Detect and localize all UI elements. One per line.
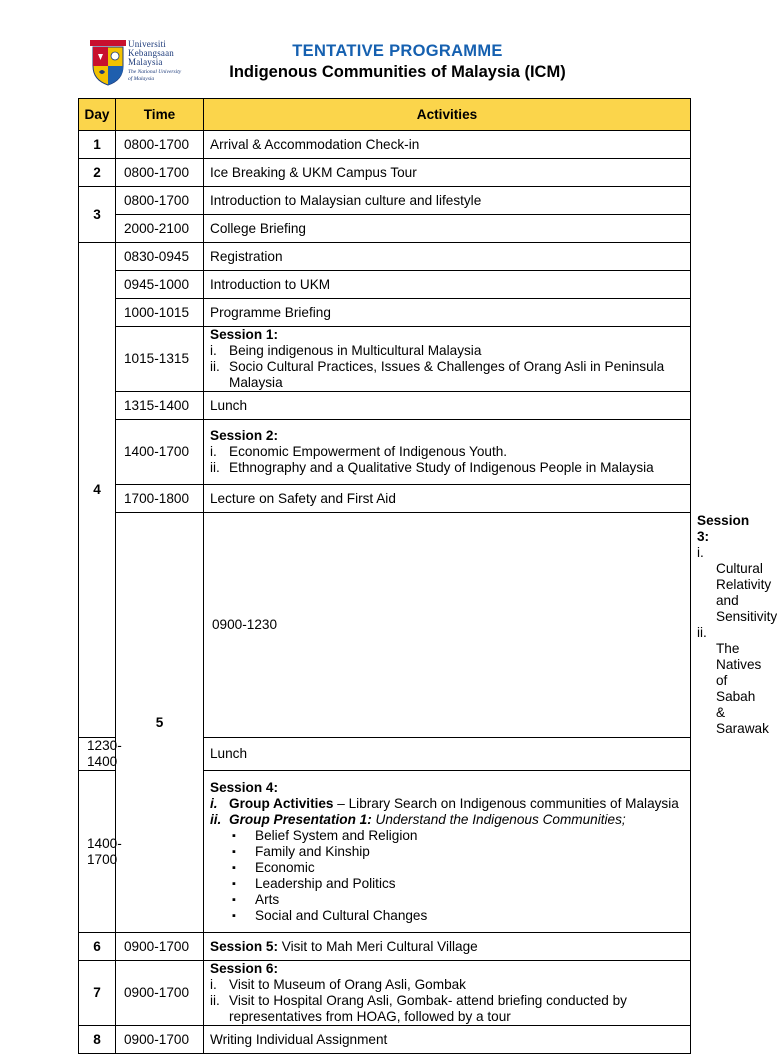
session-title: Session 5: — [210, 938, 278, 954]
activity-cell: Arrival & Accommodation Check-in — [204, 131, 691, 159]
table-row — [79, 420, 691, 485]
session-title: Session 6: — [210, 961, 278, 976]
list-item: ii. Socio Cultural Practices, Issues & Challenges of Orang Asli in Peninsula Malaysia — [210, 359, 665, 390]
table-row — [79, 327, 691, 392]
day-cell: 6 — [79, 933, 116, 961]
bullet-item: ▪ Family and Kinship — [210, 844, 690, 860]
university-crest-icon — [90, 40, 126, 86]
day-cell: 3 — [79, 187, 116, 243]
activity-cell: Introduction to Malaysian culture and lifestyle — [204, 187, 691, 215]
time-cell: 1700-1800 — [116, 485, 204, 513]
table-row — [79, 187, 691, 215]
logo-tagline: The National University of Malaysia — [128, 69, 182, 82]
session-title: Session 1: — [210, 327, 278, 342]
table-row — [79, 215, 691, 243]
time-cell: 1015-1315 — [116, 327, 204, 392]
list-item: i.Cultural Relativity and Sensitivity — [697, 545, 777, 624]
programme-table — [78, 98, 777, 1054]
time-cell: 1315-1400 — [116, 392, 204, 420]
activity-cell: Lecture on Safety and First Aid — [204, 485, 691, 513]
day-cell: 2 — [79, 159, 116, 187]
bullet-item: ▪ Leadership and Politics — [210, 876, 690, 892]
time-cell: 0800-1700 — [116, 131, 204, 159]
table-row — [79, 159, 691, 187]
table-row — [79, 299, 691, 327]
day-cell: 4 — [79, 243, 116, 738]
time-cell: 0800-1700 — [116, 159, 204, 187]
table-row — [79, 243, 691, 271]
activity-cell: Ice Breaking & UKM Campus Tour — [204, 159, 691, 187]
table-row — [79, 1026, 691, 1054]
activity-cell: Writing Individual Assignment — [204, 1026, 691, 1054]
list-item: i. Being indigenous in Multicultural Malaysia — [210, 343, 482, 358]
activity-cell: Programme Briefing — [204, 299, 691, 327]
time-cell: 0800-1700 — [116, 187, 204, 215]
column-header-activities: Activities — [204, 99, 691, 131]
session-title: Session 4: — [210, 779, 278, 795]
table-header-row — [79, 99, 691, 131]
table-row — [79, 271, 691, 299]
activity-cell: Introduction to UKM — [204, 271, 691, 299]
table-row — [79, 933, 691, 961]
time-cell: 1000-1015 — [116, 299, 204, 327]
time-cell: 1230-1400 — [79, 738, 116, 771]
time-cell: 1400-1700 — [116, 420, 204, 485]
time-cell: 0900-1230 — [204, 513, 691, 738]
bullet-item: ▪ Arts — [210, 892, 690, 908]
list-item: ii.The Natives of Sabah & Sarawak — [697, 625, 769, 736]
university-logo — [90, 40, 200, 90]
day-cell: 7 — [79, 961, 116, 1026]
activity-cell — [204, 961, 691, 1026]
time-cell: 1400-1700 — [79, 771, 116, 933]
column-header-day: Day — [79, 99, 116, 131]
logo-wordmark: Universiti Kebangsaan Malaysia — [128, 39, 174, 67]
time-cell: 2000-2100 — [116, 215, 204, 243]
activity-cell — [204, 771, 691, 933]
table-row — [79, 131, 691, 159]
activity-cell: College Briefing — [204, 215, 691, 243]
activity-cell: Registration — [204, 243, 691, 271]
activity-cell: Lunch — [204, 392, 691, 420]
table-row — [79, 392, 691, 420]
activity-cell: Session 5: Visit to Mah Meri Cultural Village — [204, 933, 691, 961]
activity-cell — [204, 327, 691, 392]
list-item: i. Group Activities – Library Search on Indigenous communities of Malaysia — [210, 795, 679, 811]
day-cell: 1 — [79, 131, 116, 159]
list-item: ii. Group Presentation 1: Understand the Indigenous Communities; — [210, 811, 626, 827]
table-row — [79, 485, 691, 513]
bullet-item: ▪ Belief System and Religion — [210, 828, 690, 844]
time-cell: 0900-1700 — [116, 1026, 204, 1054]
day-cell: 5 — [116, 513, 204, 933]
session-title: Session 2: — [210, 428, 278, 443]
table-row — [79, 961, 691, 1026]
time-cell: 0945-1000 — [116, 271, 204, 299]
bullet-item: ▪ Social and Cultural Changes — [210, 908, 690, 924]
page-title: TENTATIVE PROGRAMME — [292, 42, 503, 60]
list-item: ii. Ethnography and a Qualitative Study of Indigenous People in Malaysia — [210, 460, 654, 475]
bullet-item: ▪ Economic — [210, 860, 690, 876]
time-cell: 0900-1700 — [116, 961, 204, 1026]
list-item: i. Economic Empowerment of Indigenous Youth. — [210, 444, 508, 459]
time-cell: 0900-1700 — [116, 933, 204, 961]
list-item: ii. Visit to Hospital Orang Asli, Gombak- attend briefing conducted by representatives from HOAG, followed by a tour — [210, 993, 627, 1024]
table-row: 5 0900-1230 Session 3: i.Cultural Relativity and Sensitivity ii.The Natives of Sabah & Sarawak — [79, 513, 691, 738]
page-header — [0, 0, 768, 100]
time-cell: 0830-0945 — [116, 243, 204, 271]
page-subtitle: Indigenous Communities of Malaysia (ICM) — [229, 63, 566, 81]
list-item: i. Visit to Museum of Orang Asli, Gombak — [210, 977, 466, 992]
day-cell: 8 — [79, 1026, 116, 1054]
activity-cell: Lunch — [204, 738, 691, 771]
activity-cell — [204, 420, 691, 485]
column-header-time: Time — [116, 99, 204, 131]
